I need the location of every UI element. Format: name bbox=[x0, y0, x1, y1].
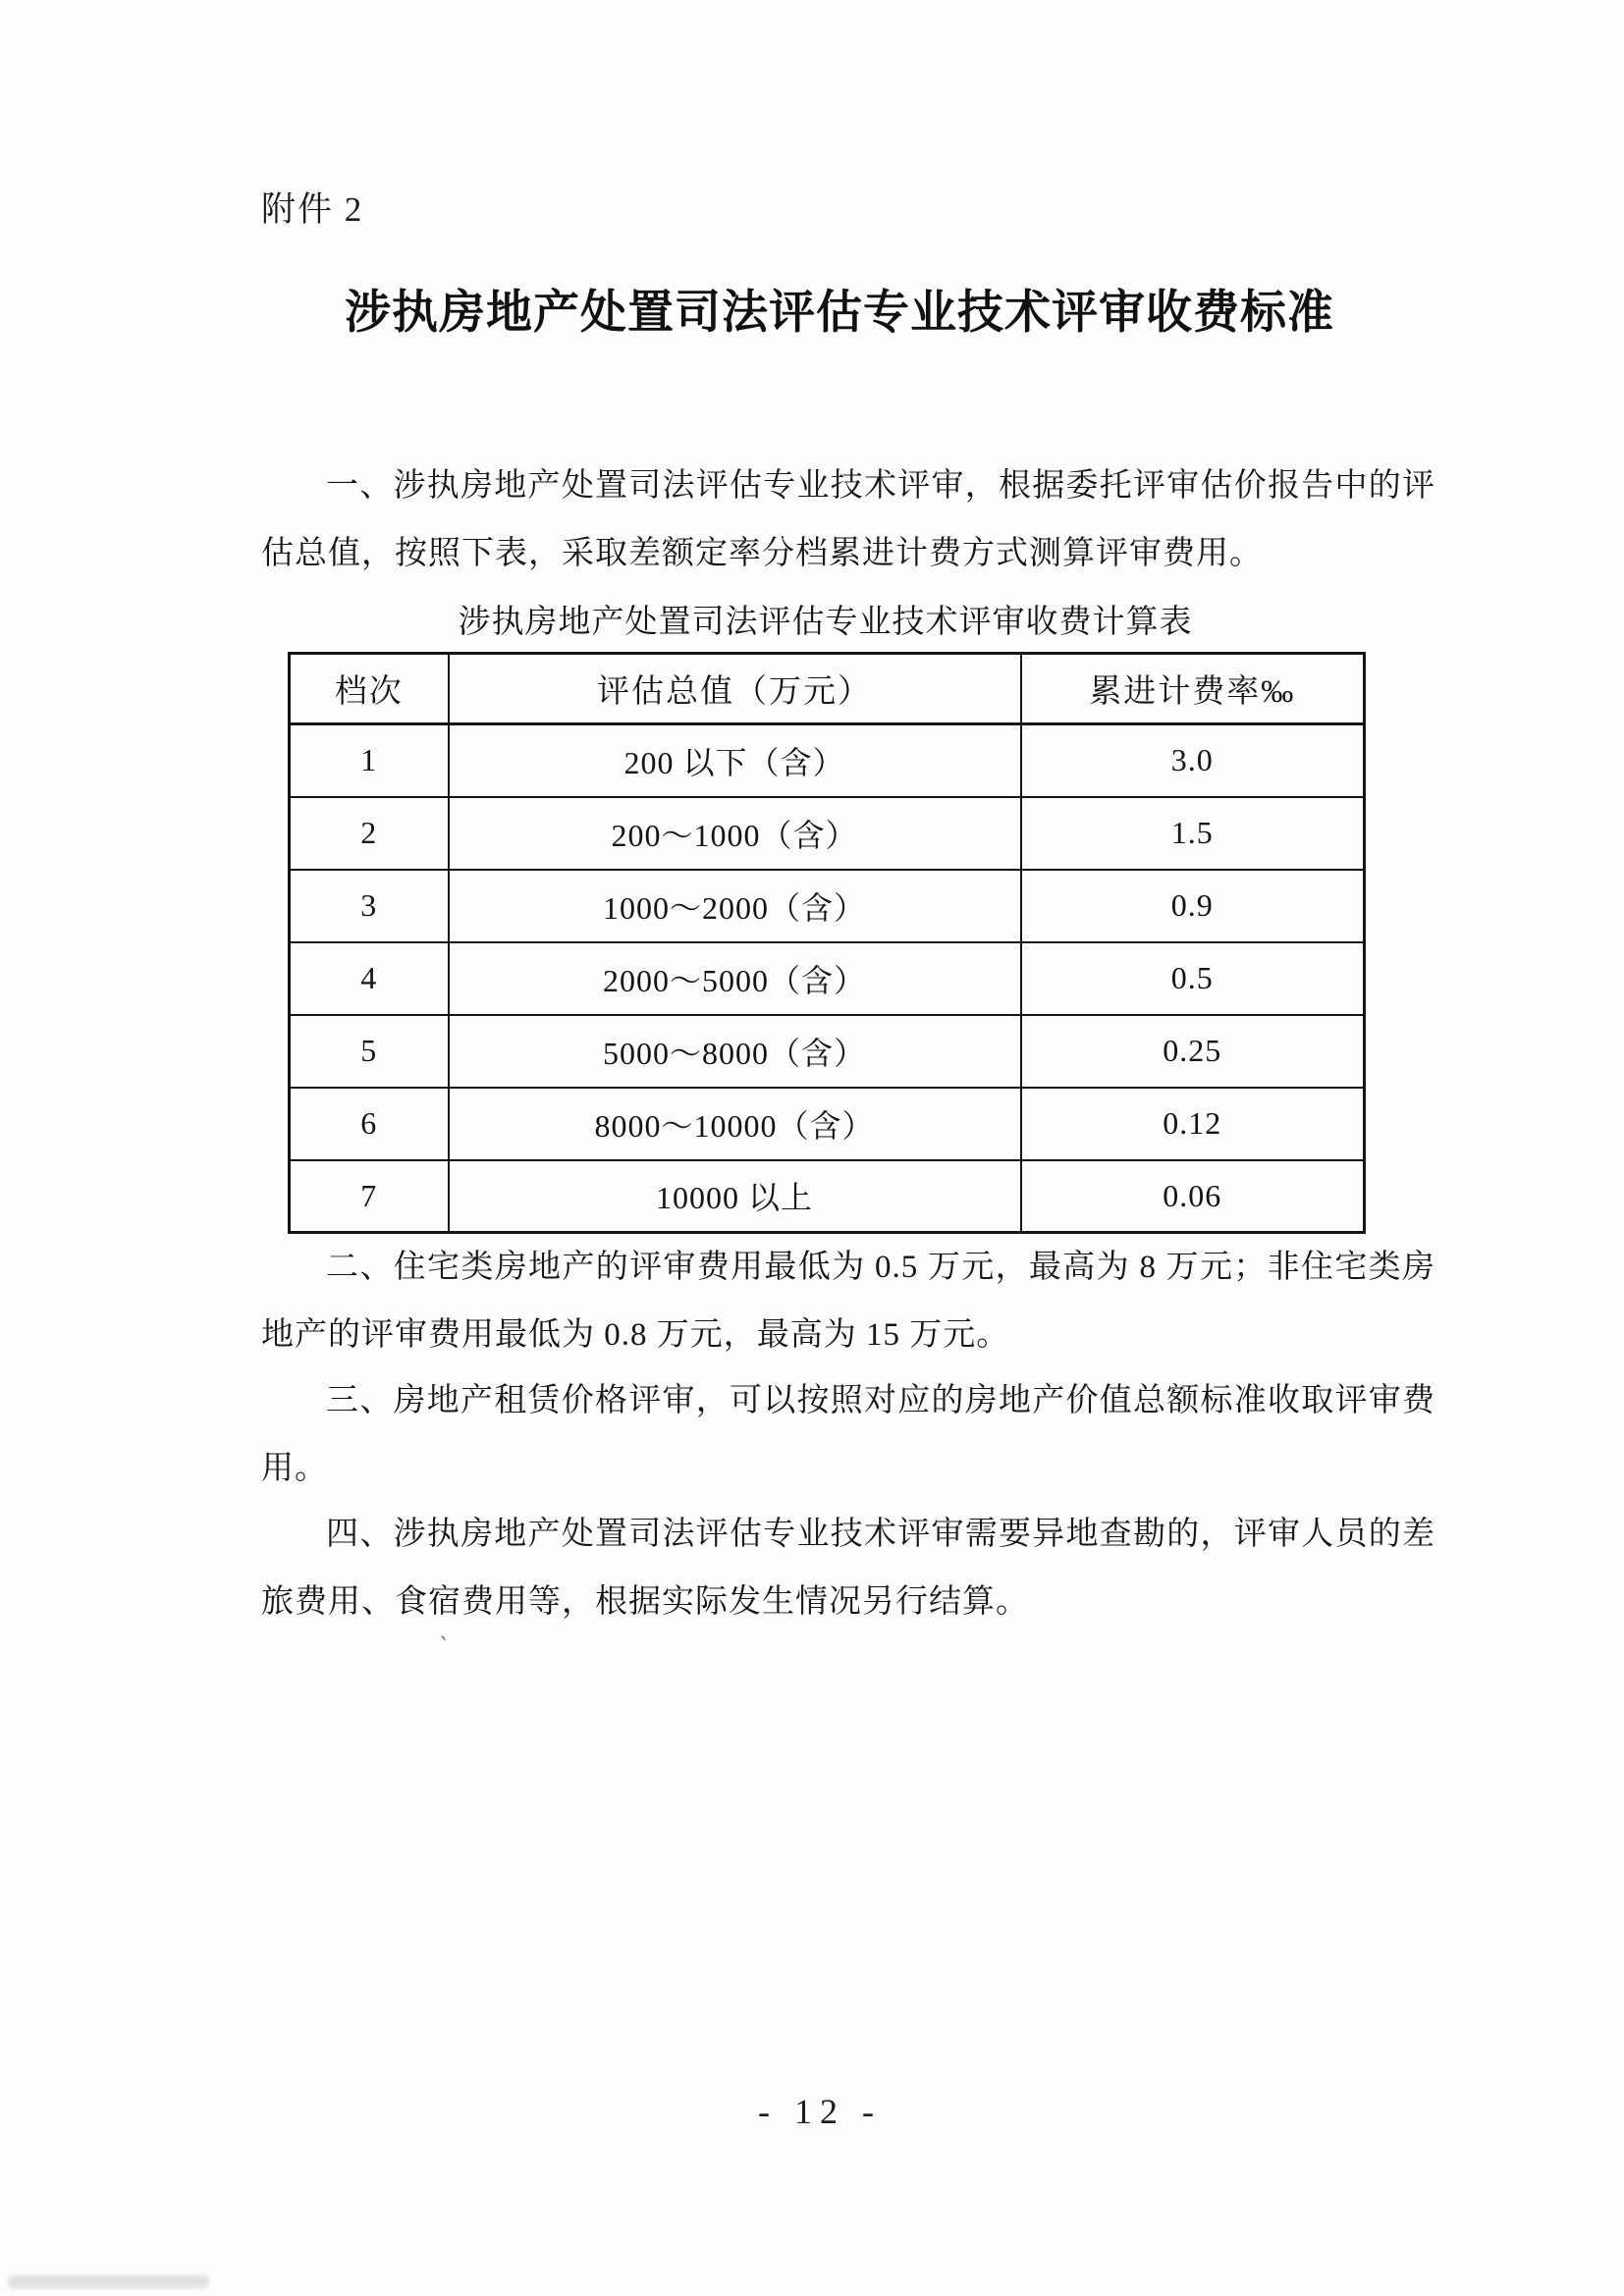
table-row bbox=[290, 1088, 1365, 1160]
cell-rate: 3.0 bbox=[1021, 724, 1365, 797]
cell-rate: 0.9 bbox=[1021, 870, 1365, 942]
cell-range: 200 以下（含） bbox=[449, 724, 1021, 797]
cell-level: 2 bbox=[290, 797, 449, 870]
scan-artifact-mark: ` bbox=[435, 1630, 450, 1661]
cell-range: 5000～8000（含） bbox=[449, 1015, 1021, 1088]
paragraph-2: 二、住宅类房地产的评审费用最低为 0.5 万元，最高为 8 万元；非住宅类房地产的评审费用最低为 0.8 万元，最高为 15 万元。 bbox=[261, 1250, 1435, 1353]
header-cell-level: 档次 bbox=[290, 654, 449, 724]
header-cell-rate: 累进计费率‰ bbox=[1021, 654, 1365, 724]
scan-artifact-smudge bbox=[8, 2275, 209, 2288]
cell-range: 2000～5000（含） bbox=[449, 942, 1021, 1015]
fee-table-header-row bbox=[290, 654, 1365, 724]
cell-rate: 1.5 bbox=[1021, 797, 1365, 870]
cell-range: 1000～2000（含） bbox=[449, 870, 1021, 942]
table-row bbox=[290, 1160, 1365, 1233]
attachment-label: 附件 2 bbox=[261, 190, 364, 229]
cell-rate: 0.12 bbox=[1021, 1088, 1365, 1160]
cell-level: 5 bbox=[290, 1015, 449, 1088]
header-cell-range: 评估总值（万元） bbox=[449, 654, 1021, 724]
paragraph-1: 一、涉执房地产处置司法评估专业技术评审，根据委托评审估价报告中的评估总值，按照下表，采取差额定率分档累进计费方式测算评审费用。 bbox=[261, 468, 1435, 571]
table-row bbox=[290, 797, 1365, 870]
fee-table bbox=[288, 652, 1366, 1234]
cell-level: 6 bbox=[290, 1088, 449, 1160]
table-row bbox=[290, 870, 1365, 942]
paragraph-4: 四、涉执房地产处置司法评估专业技术评审需要异地查勘的，评审人员的差旅费用、食宿费用等，根据实际发生情况另行结算。 bbox=[261, 1517, 1435, 1620]
cell-level: 1 bbox=[290, 724, 449, 797]
table-row bbox=[290, 1015, 1365, 1088]
cell-rate: 0.25 bbox=[1021, 1015, 1365, 1088]
cell-rate: 0.5 bbox=[1021, 942, 1365, 1015]
cell-level: 7 bbox=[290, 1160, 449, 1233]
cell-range: 8000～10000（含） bbox=[449, 1088, 1021, 1160]
paragraph-3: 三、房地产租赁价格评审，可以按照对应的房地产价值总额标准收取评审费用。 bbox=[261, 1383, 1435, 1486]
cell-level: 3 bbox=[290, 870, 449, 942]
cell-level: 4 bbox=[290, 942, 449, 1015]
cell-rate: 0.06 bbox=[1021, 1160, 1365, 1233]
cell-range: 10000 以上 bbox=[449, 1160, 1021, 1233]
fee-table-caption: 涉执房地产处置司法评估专业技术评审收费计算表 bbox=[458, 605, 1193, 640]
page-number: - 12 - bbox=[758, 2092, 882, 2131]
table-row bbox=[290, 942, 1365, 1015]
cell-range: 200～1000（含） bbox=[449, 797, 1021, 870]
document-title: 涉执房地产处置司法评估专业技术评审收费标准 bbox=[345, 286, 1334, 338]
table-row bbox=[290, 724, 1365, 797]
